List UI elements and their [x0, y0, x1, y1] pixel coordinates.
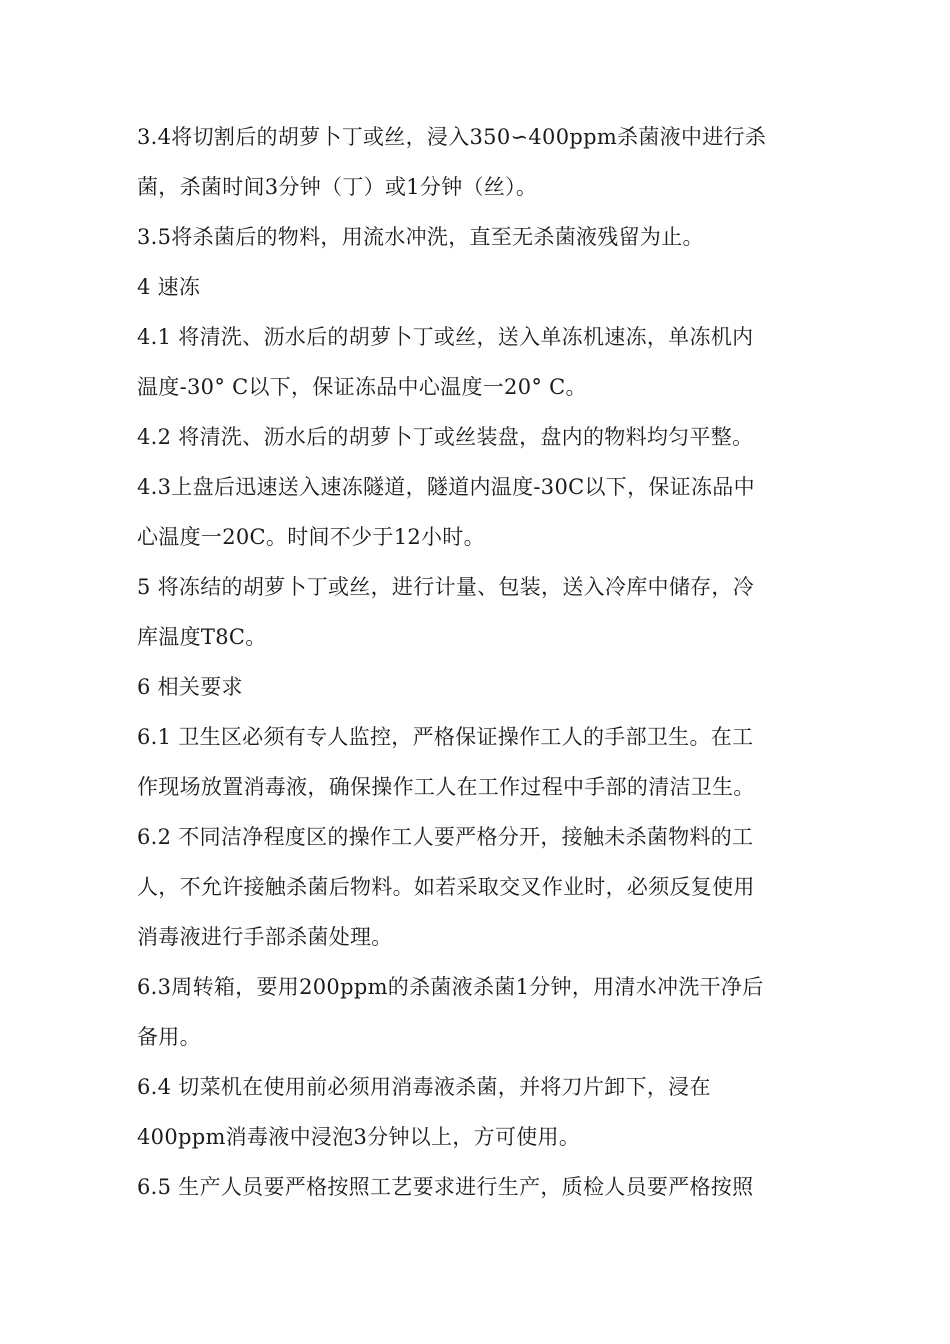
text-line-6-1b: 作现场放置消毒液，确保操作工人在工作过程中手部的清洁卫生。 [137, 775, 755, 799]
section-heading-6: 6 相关要求 [137, 675, 243, 699]
section-heading-4: 4 速冻 [137, 275, 201, 299]
text-line-6-2b: 人，不允许接触杀菌后物料。如若采取交叉作业时，必须反复使用 [137, 875, 755, 899]
text-line-4-3a: 4.3上盘后迅速送入速冻隧道，隧道内温度-30C以下，保证冻品中 [137, 475, 755, 499]
text-line-6-2c: 消毒液进行手部杀菌处理。 [137, 925, 393, 949]
text-line-6-4b: 400ppm消毒液中浸泡3分钟以上，方可使用。 [137, 1125, 581, 1149]
text-line-4-3b: 心温度一20C。时间不少于12小时。 [137, 525, 485, 549]
text-line-4-1b: 温度-30° C以下，保证冻品中心温度一20° C。 [137, 375, 587, 399]
text-line-6-3a: 6.3周转箱，要用200ppm的杀菌液杀菌1分钟，用清水冲洗干净后 [137, 975, 764, 999]
text-line-6-1a: 6.1 卫生区必须有专人监控，严格保证操作工人的手部卫生。在工 [137, 725, 754, 749]
text-line-6-4a: 6.4 切菜机在使用前必须用消毒液杀菌，并将刀片卸下，浸在 [137, 1075, 711, 1099]
text-line-5a: 5 将冻结的胡萝卜丁或丝，进行计量、包装，送入冷库中储存，冷 [137, 575, 755, 599]
text-line-6-3b: 备用。 [137, 1025, 201, 1049]
text-line-6-5: 6.5 生产人员要严格按照工艺要求进行生产，质检人员要严格按照 [137, 1175, 754, 1199]
document-body [137, 118, 827, 1218]
text-line-3-5: 3.5将杀菌后的物料，用流水冲洗，直至无杀菌液残留为止。 [137, 225, 704, 249]
text-line-6-2a: 6.2 不同洁净程度区的操作工人要严格分开，接触未杀菌物料的工 [137, 825, 754, 849]
text-line-4-2: 4.2 将清洗、沥水后的胡萝卜丁或丝装盘，盘内的物料均匀平整。 [137, 425, 754, 449]
text-line-3-4a: 3.4将切割后的胡萝卜丁或丝，浸入350∽400ppm杀菌液中进行杀 [137, 125, 767, 149]
text-line-4-1a: 4.1 将清洗、沥水后的胡萝卜丁或丝，送入单冻机速冻，单冻机内 [137, 325, 754, 349]
text-line-5b: 库温度T8C。 [137, 625, 267, 649]
text-line-3-4b: 菌，杀菌时间3分钟（丁）或1分钟（丝）。 [137, 175, 538, 199]
